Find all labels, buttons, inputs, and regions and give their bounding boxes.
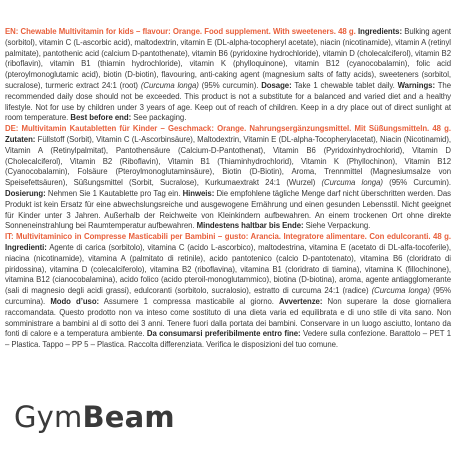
english-section	[5, 27, 451, 124]
german-ingredients-end: (95% Curcumin).	[382, 178, 451, 188]
german-ingredients-label: Zutaten:	[5, 134, 36, 144]
italian-best-before-label: Da consumarsi preferibilmente entro fine:	[146, 329, 301, 339]
english-warnings-label: Warnings:	[397, 80, 436, 90]
german-ingredients: Füllstoff (Sorbit), Vitamin C (L-Ascorbinsäure), Maltodextrin, Vitamin E (DL-alpha-Tocopherylacetat), Niacin (Nicotinamid), Vitamin A (Retinylpalmitat), Pantothensäure (Calcium-D-Pantothenat), Vitamin B6 (Pyridoxinhydrochlorid), Vitamin D (Cholecalciferol), Vitamin B2 (Riboflavin), Vitamin B1 (Thiaminhydrochlorid), Vitamin K (Phyllochinon), Vitamin B12 (Cyanocobalamin), Folsäure (Pteroylmonoglutaminsäure), Biotin (D-Biotin), Aroma, Trennmittel (Magnesiumsalze von Speisefettsäuren), Süßungsmittel (Sorbit, Sucralose), Kurkumaextrakt 24:1 (Wurzel)	[5, 134, 451, 188]
gymbeam-logo	[14, 400, 175, 434]
italian-ingredients: Agente di carica (sorbitolo), vitamina C (acido L-ascorbico), maltodestrina, vitamina E (acetato di DL-alfa-tocoferile), niacina (nicotinamide), vitamina A (palmitato di retinile), acido pantotenico (calcio D-pantotenato), vitamina B6 (cloridrato di piridossina), vitamina D (colecalciferolo), vitamina B2 (riboflavina), vitamina B1 (cloridrato di tiamina), vitamina K (fillochinone), vitamina B12 (cianocobalamina), acido folico (acido pteroil-monoglutammico), biotina (D-biotina), aroma, agente antiagglomerante (sali di magnesio degli acidi grassi), edulcoranti (sorbitolo, sucralosio), estratto di curcuma 24:1 (radice)	[5, 242, 451, 296]
english-dosage-label: Dosage:	[261, 80, 292, 90]
italian-warnings: Non superare la dose giornaliera raccomandata. Questo prodotto non va inteso come sostituto di una dieta varia ed equilibrata e di uno stile di vita sano. Non somministrare a bambini al di sotto dei 3 anni. Tenere fuori dalla portata dei bambini. Conservare in un luogo asciutto, lontano da fonti di calore e a temperatura ambiente.	[5, 296, 452, 339]
english-ingredients: Bulking agent (sorbitol), vitamin C (L-ascorbic acid), maltodextrin, vitamin E (DL-alpha-tocopheryl acetate), niacin (nicotinamide), vitamin A (retinyl palmitate), pantothenic acid (calcium D-pantothenate), vitamin B6 (pyridoxine hydrochloride), vitamin D (cholecalciferol), vitamin B2 (riboflavin), vitamin B1 (thiamin hydrochloride), vitamin K (phylloquinone), vitamin B12 (cyanocobalamin), folic acid (pteroylmonoglutamic acid), biotin (D-biotin), flavouring, anti-caking agent (magnesium salts of fatty acids), sweeteners (sorbitol, sucralose), turmeric extract 24:1 (root)	[5, 27, 451, 90]
italian-ingredients-latin: (Curcuma longa)	[371, 286, 430, 296]
italian-section	[5, 232, 451, 351]
italian-dosage-label: Modo d’uso:	[50, 296, 100, 306]
german-hint: Die empfohlene tägliche Menge darf nicht überschritten werden. Das Produkt ist kein Ersatz für eine abwechslungsreiche und ausgewogene Ernährung und einen gesunden Lebensstil. Nicht geeignet für Kinder unter 3 Jahren. Außerhalb der Reichweite von Kleinkindern aufbewahren. An einem trockenen Ort ohne direkte Sonneneinstrahlung bei Raumtemperatur aufbewahren.	[5, 188, 451, 231]
english-ingredients-latin: (Curcuma longa)	[140, 80, 199, 90]
german-heading: DE: Multivitamin Kautabletten für Kinder – Geschmack: Orange. Nahrungsergänzungsmittel. Mit Süßungsmitteln. 48 g.	[5, 124, 451, 134]
english-best-before: See packaging.	[131, 113, 187, 123]
english-ingredients-end: (95% curcumin).	[198, 80, 259, 90]
logo-beam-text: Beam	[82, 400, 175, 434]
german-dosage-label: Dosierung:	[5, 188, 46, 198]
german-best-before-label: Mindestens haltbar bis Ende:	[196, 221, 304, 231]
italian-dosage: Assumere 1 compressa masticabile al giorno.	[99, 296, 274, 306]
italian-ingredients-end: (95% curcumina).	[5, 286, 451, 306]
italian-warnings-label: Avvertenze:	[279, 296, 323, 306]
italian-ingredients-label: Ingredienti:	[5, 242, 47, 252]
english-warnings: The recommended daily dose should not be exceeded. This product is not a substitute for a balanced and varied diet and a healthy lifestyle. Not for use by children under 3 years of age. Keep out of reach of children. Keep in a dry place out of direct sunlight at room temperature.	[5, 80, 451, 123]
german-hint-label: Hinweis:	[182, 188, 215, 198]
german-ingredients-latin: (Curcuma longa)	[321, 178, 383, 188]
label-text	[5, 27, 451, 351]
logo-gym-text: Gym	[14, 400, 83, 434]
italian-heading: IT: Multivitaminico in Compresse Masticabili per Bambini – gusto: Arancia. Integratore alimentare. Con edulcoranti. 48 g.	[5, 232, 451, 242]
italian-best-before: Vedere sulla confezione. Barattolo – PET 1 – Plastica. Tappo – PP 5 – Plastica. Raccolta differenziata. Verifica le disposizioni del tuo comune.	[5, 329, 451, 350]
german-dosage: Nehmen Sie 1 Kautablette pro Tag ein.	[45, 188, 181, 198]
german-best-before: Siehe Verpackung.	[303, 221, 371, 231]
english-best-before-label: Best before end:	[70, 113, 132, 123]
english-ingredients-label: Ingredients:	[358, 27, 403, 36]
german-section	[5, 124, 451, 232]
english-dosage: Take 1 chewable tablet daily.	[291, 80, 395, 90]
english-heading: EN: Chewable Multivitamin for kids – flavour: Orange. Food supplement. With sweeteners. 48 g.	[5, 27, 356, 36]
